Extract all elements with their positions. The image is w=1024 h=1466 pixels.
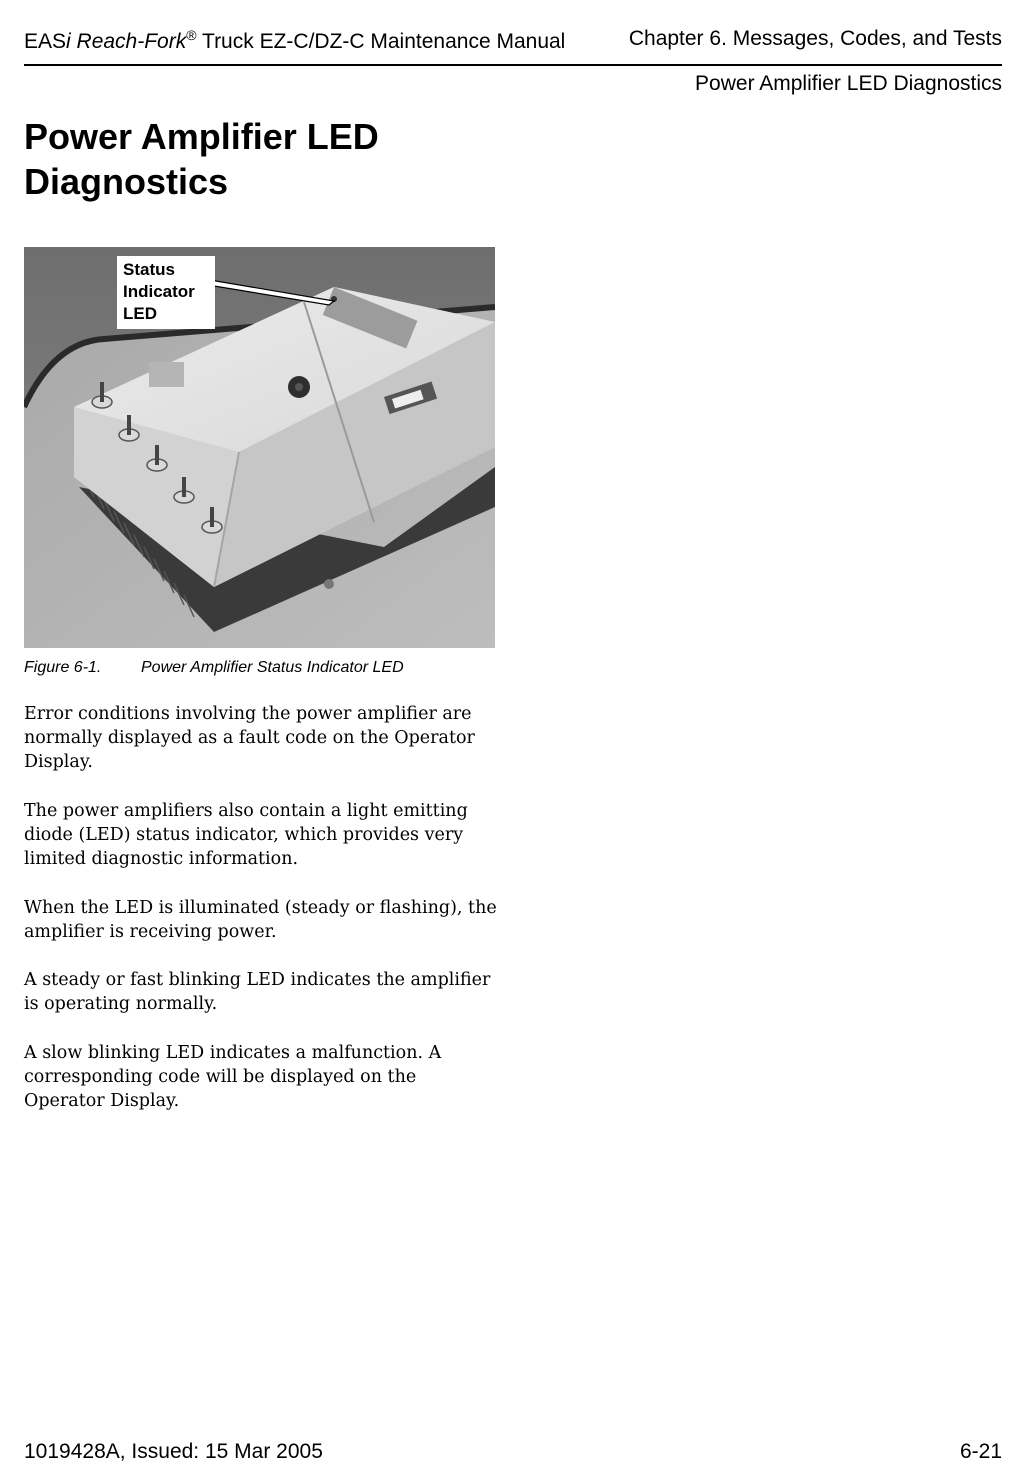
body-paragraph: A steady or fast blinking LED indicates the amplifier is operating normally. xyxy=(24,970,491,1015)
figure-power-amplifier-photo xyxy=(24,247,495,648)
callout-line-2: Indicator xyxy=(123,282,195,301)
callout-line-1: Status xyxy=(123,260,175,279)
brand-reach-fork: Reach-Fork xyxy=(70,30,187,53)
body-paragraph: The power amplifiers also contain a light emitting diode (LED) status indicator, which provides very limited diagnostic information. xyxy=(24,800,468,870)
registered-mark: ® xyxy=(186,27,197,43)
header-rule xyxy=(24,64,1002,66)
running-header-chapter: Chapter 6. Messages, Codes, and Tests xyxy=(628,27,1002,50)
figure-caption xyxy=(24,659,404,677)
footer-page-number: 6-21 xyxy=(959,1440,1002,1463)
footer-document-number: 1019428A, Issued: 15 Mar 2005 xyxy=(24,1440,323,1463)
callout-line-3: LED xyxy=(123,304,157,323)
figure-caption-number: Figure 6-1. xyxy=(24,659,102,676)
body-text xyxy=(24,702,499,1138)
page-title: Power Amplifier LED Diagnostics xyxy=(24,116,379,202)
brand-i: i xyxy=(66,30,71,53)
status-indicator-led-callout xyxy=(117,256,215,329)
brand-easi: EAS xyxy=(24,30,67,53)
figure-caption-text: Power Amplifier Status Indicator LED xyxy=(141,659,404,676)
running-header-section: Power Amplifier LED Diagnostics xyxy=(695,72,1002,95)
body-paragraph: Error conditions involving the power amplifier are normally displayed as a fault code on the Operator Display. xyxy=(24,704,475,773)
body-paragraph: A slow blinking LED indicates a malfunction. A corresponding code will be displayed on the Operator Display. xyxy=(24,1042,442,1112)
running-header-manual-title xyxy=(24,27,565,54)
body-paragraph: When the LED is illuminated (steady or flashing), the amplifier is receiving power. xyxy=(24,897,497,942)
manual-title: Truck EZ-C/DZ-C Maintenance Manual xyxy=(196,30,566,53)
power-amplifier-photo xyxy=(24,247,495,648)
